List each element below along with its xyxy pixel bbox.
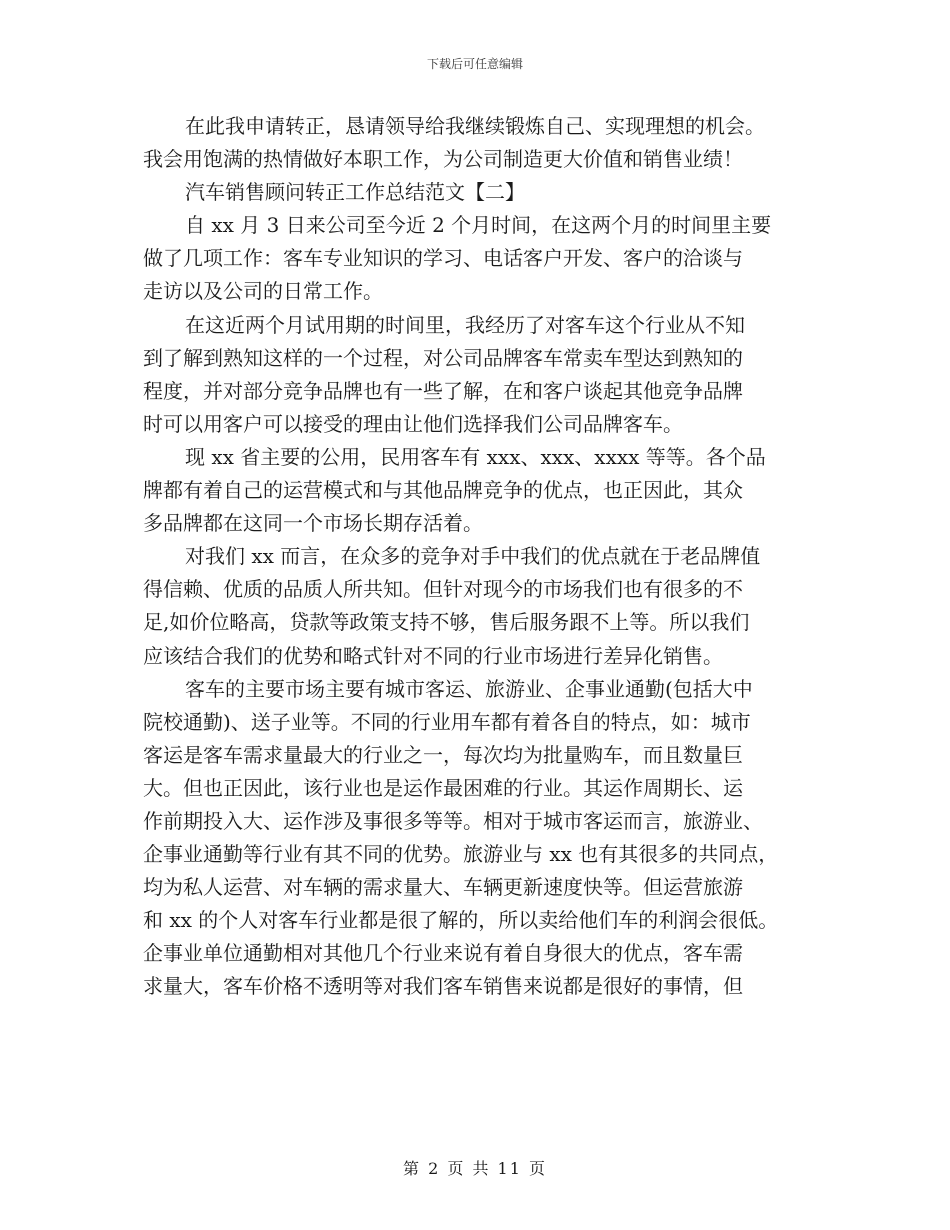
text-line: 到了解到熟知这样的一个过程，对公司品牌客车常卖车型达到熟知的: [143, 345, 743, 370]
text-line: 在这近两个月试用期的时间里，我经历了对客车这个行业从不知: [185, 312, 745, 337]
text-line: 求量大，客车价格不透明等对我们客车销售来说都是很好的事情，但: [143, 974, 743, 999]
text-line: 在此我申请转正，恳请领导给我继续锻炼自己、实现理想的机会。: [185, 114, 765, 138]
text-line: 足,如价位略高，贷款等政策支持不够，售后服务跟不上等。所以我们: [143, 610, 750, 635]
text-line: 牌都有着自己的运营模式和与其他品牌竞争的优点，也正因此，其众: [143, 478, 743, 503]
text-line: 程度，并对部分竞争品牌也有一些了解，在和客户谈起其他竞争品牌: [143, 378, 743, 403]
text-line: 企事业单位通勤相对其他几个行业来说有着自身很大的优点，客车需: [143, 941, 743, 966]
text-line: 多品牌都在这同一个市场长期存活着。: [143, 511, 483, 536]
text-line: 得信赖、优质的品质人所共知。但针对现今的市场我们也有很多的不: [143, 577, 743, 602]
page-number: 第 2 页 共 11 页: [403, 1159, 547, 1178]
text-line: 我会用饱满的热情做好本职工作，为公司制造更大价值和销售业绩！: [143, 147, 743, 172]
text-line: 客车的主要市场主要有城市客运、旅游业、企事业通勤(包括大中: [185, 676, 753, 701]
text-line: 大。但也正因此，该行业也是运作最困难的行业。其运作周期长、运: [143, 775, 743, 800]
text-line: 时可以用客户可以接受的理由让他们选择我们公司品牌客车。: [143, 411, 683, 436]
text-line: 走访以及公司的日常工作。: [143, 279, 383, 304]
text-line: 作前期投入大、运作涉及事很多等等。相对于城市客运而言，旅游业、: [143, 808, 763, 833]
text-line: 自 xx 月 3 日来公司至今近 2 个月时间，在这两个月的时间里主要: [185, 213, 772, 238]
text-line: 客运是客车需求量最大的行业之一，每次均为批量购车，而且数量巨: [143, 742, 743, 767]
document-body: [143, 110, 811, 1004]
text-line: 企事业通勤等行业有其不同的优势。旅游业与 xx 也有其很多的共同点，: [143, 842, 779, 867]
text-line: 应该结合我们的优势和略式针对不同的行业市场进行差异化销售。: [143, 643, 723, 668]
text-line: 院校通勤)、送子业等。不同的行业用车都有着各自的特点，如：城市: [143, 709, 751, 734]
section-heading: 汽车销售顾问转正工作总结范文【二】: [185, 180, 525, 205]
text-line: 均为私人运营、对车辆的需求量大、车辆更新速度快等。但运营旅游: [143, 875, 743, 900]
text-line: 做了几项工作：客车专业知识的学习、电话客户开发、客户的洽谈与: [143, 246, 743, 271]
download-note: 下载后可任意编辑: [426, 57, 523, 71]
text-line: 和 xx 的个人对客车行业都是很了解的，所以卖给他们车的利润会很低。: [143, 908, 779, 933]
text-line: 现 xx 省主要的公用，民用客车有 xxx、xxx、xxxx 等等。各个品: [185, 444, 766, 469]
text-line: 对我们 xx 而言，在众多的竞争对手中我们的优点就在于老品牌值: [185, 544, 761, 569]
